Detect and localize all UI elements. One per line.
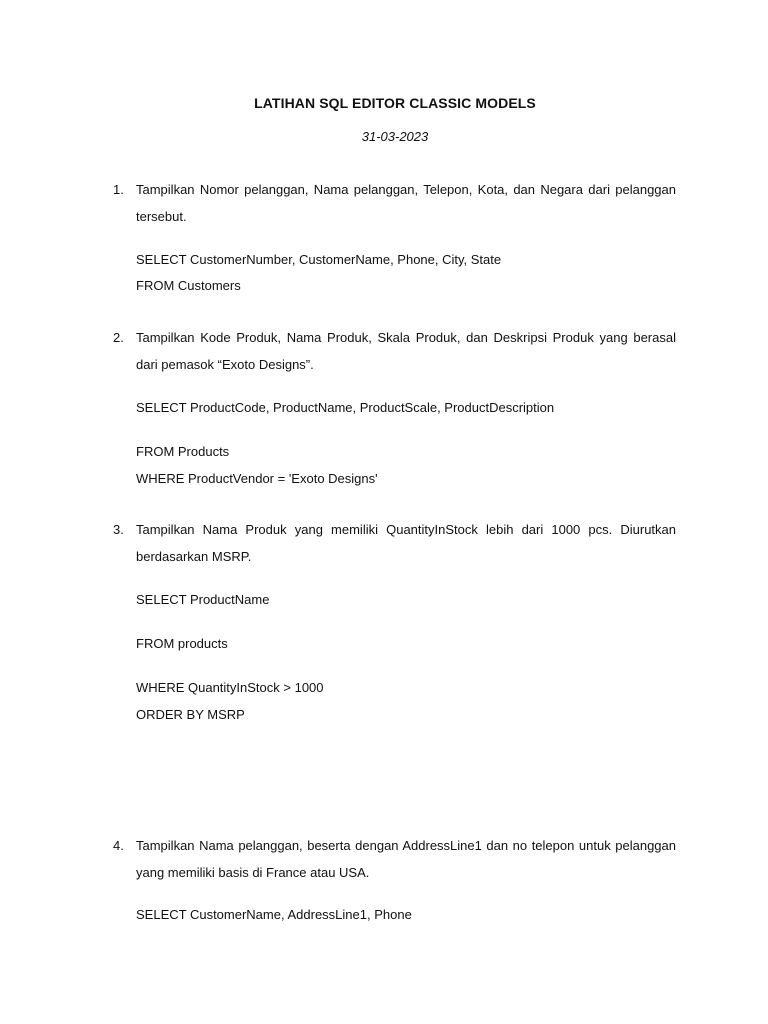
question-3-sql-line-1: SELECT ProductName xyxy=(136,592,270,607)
question-2-text: Tampilkan Kode Produk, Nama Produk, Skala Produk, dan Deskripsi Produk yang berasal dari pemasok “Exoto Designs”. xyxy=(136,330,676,372)
question-1-sql-line-1: SELECT CustomerNumber, CustomerName, Phone, City, State xyxy=(136,252,502,267)
question-1-text: Tampilkan Nomor pelanggan, Nama pelanggan, Telepon, Kota, dan Negara dari pelanggan tersebut. xyxy=(136,182,676,224)
question-3-sql-line-3: WHERE QuantityInStock > 1000 xyxy=(136,680,324,695)
question-2-sql-line-1: SELECT ProductCode, ProductName, ProductScale, ProductDescription xyxy=(136,400,555,415)
question-4-text: Tampilkan Nama pelanggan, beserta dengan AddressLine1 dan no telepon untuk pelanggan yang memiliki basis di France atau USA. xyxy=(136,838,676,880)
question-2-sql-line-3: WHERE ProductVendor = 'Exoto Designs' xyxy=(136,471,378,486)
question-3-sql-line-2: FROM products xyxy=(136,636,228,651)
question-3-text: Tampilkan Nama Produk yang memiliki QuantityInStock lebih dari 1000 pcs. Diurutkan berdasarkan MSRP. xyxy=(136,522,676,564)
question-1-sql-line-2: FROM Customers xyxy=(136,278,241,293)
question-3-number: 3. xyxy=(113,522,124,537)
question-3-sql-line-4: ORDER BY MSRP xyxy=(136,707,245,722)
question-4-number: 4. xyxy=(113,838,124,853)
question-4-sql-line-1: SELECT CustomerName, AddressLine1, Phone xyxy=(136,907,412,922)
question-1-number: 1. xyxy=(113,182,124,197)
document-title: LATIHAN SQL EDITOR CLASSIC MODELS xyxy=(254,95,536,111)
question-2-number: 2. xyxy=(113,330,124,345)
question-2-sql-line-2: FROM Products xyxy=(136,444,230,459)
document-date: 31-03-2023 xyxy=(361,129,429,144)
